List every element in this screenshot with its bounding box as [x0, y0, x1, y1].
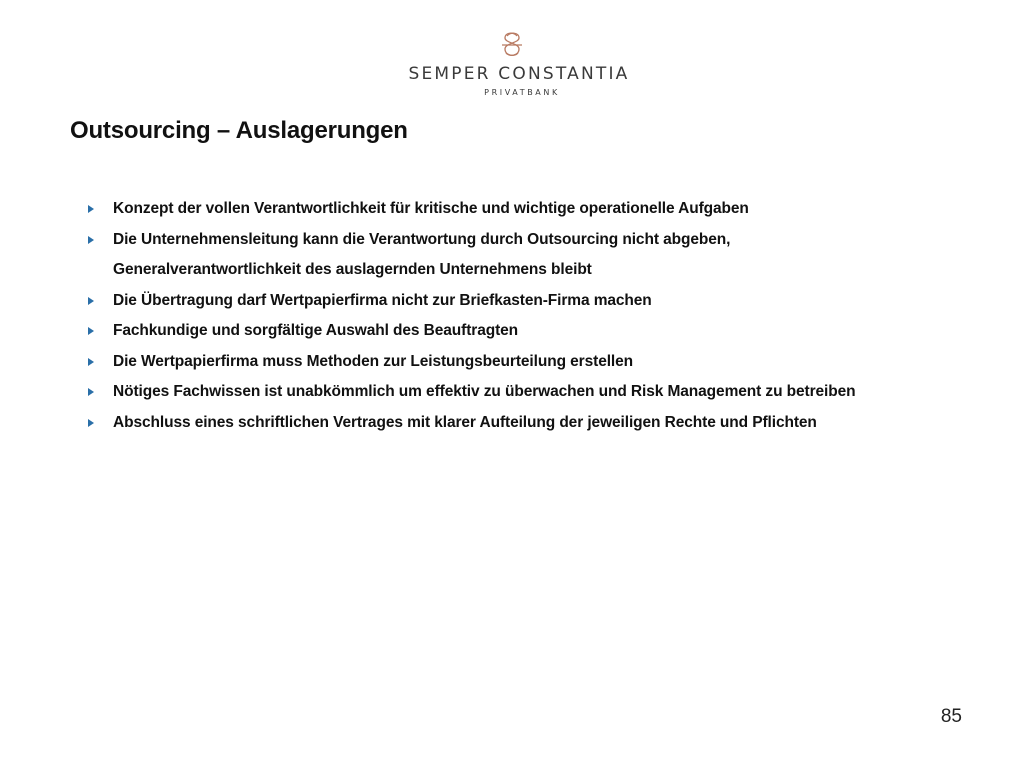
slide-title: Outsourcing – Auslagerungen — [70, 117, 408, 144]
bullet-arrow-icon — [88, 358, 94, 366]
bullet-text: Die Unternehmensleitung kann die Verantwortung durch Outsourcing nicht abgeben, — [113, 230, 731, 248]
bullet-arrow-icon — [88, 297, 94, 305]
bullet-arrow-icon — [88, 236, 94, 244]
bullet-text: Abschluss eines schriftlichen Vertrages mit klarer Aufteilung der jeweiligen Rechte und Pflichten — [113, 413, 817, 431]
bullet-item — [88, 194, 988, 225]
bullet-item — [88, 377, 988, 408]
bullet-arrow-icon — [88, 327, 94, 335]
bank-name: SEMPER CONSTANTIA — [408, 64, 630, 84]
monogram-icon — [497, 30, 527, 60]
bullet-text: Die Übertragung darf Wertpapierfirma nicht zur Briefkasten-Firma machen — [113, 291, 652, 309]
bullet-list — [88, 194, 988, 438]
bank-subtitle: PRIVATBANK — [484, 88, 560, 97]
bullet-text-continuation: Generalverantwortlichkeit des auslagernden Unternehmens bleibt — [113, 261, 592, 278]
page-number: 85 — [940, 706, 962, 727]
bullet-text: Nötiges Fachwissen ist unabkömmlich um effektiv zu überwachen und Risk Management zu betreiben — [113, 383, 856, 400]
bullet-item — [88, 347, 988, 378]
bullet-arrow-icon — [88, 419, 94, 427]
bullet-arrow-icon — [88, 388, 94, 396]
bullet-item — [88, 316, 988, 347]
bullet-arrow-icon — [88, 205, 94, 213]
bank-logo — [0, 30, 1024, 97]
bullet-item — [88, 286, 988, 317]
bullet-text: Die Wertpapierfirma muss Methoden zur Leistungsbeurteilung erstellen — [113, 352, 634, 370]
bullet-text: Konzept der vollen Verantwortlichkeit für kritische und wichtige operationelle Aufgaben — [113, 200, 749, 217]
bullet-item — [88, 225, 988, 286]
bullet-item — [88, 408, 988, 439]
bullet-text: Fachkundige und sorgfältige Auswahl des Beauftragten — [113, 322, 519, 339]
